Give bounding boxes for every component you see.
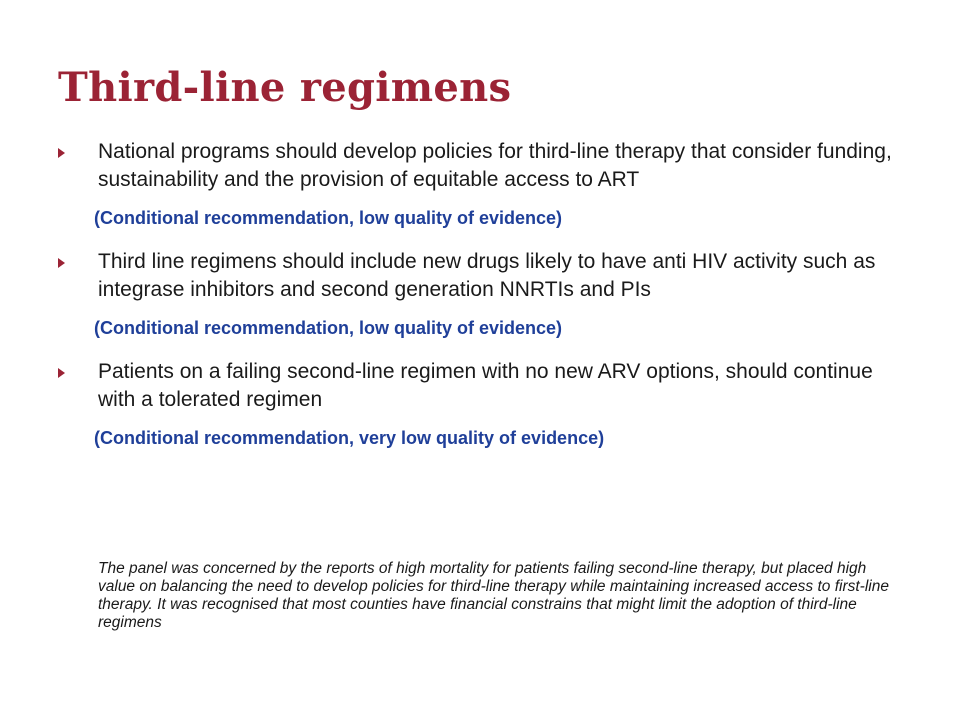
bullet-text: National programs should develop policies for third-line therapy that consider funding, sustainability and the provision of equitable access to ART (98, 140, 892, 191)
bullet-list (58, 138, 908, 450)
bullet-text: Third line regimens should include new drugs likely to have anti HIV activity such as integrase inhibitors and second generation NNRTIs and PIs (98, 250, 876, 301)
panel-note: The panel was concerned by the reports of high mortality for patients failing second-line therapy, but placed high value on balancing the need to develop policies for third-line therapy while maintaining increased access to first-line therapy. It was recognised that most counties have financial constrains that might limit the adoption of third-line regimens (98, 560, 889, 631)
recommendation-note: (Conditional recommendation, low quality of evidence) (94, 318, 563, 338)
slide-title: Third-line regimens (58, 64, 512, 111)
recommendation-note: (Conditional recommendation, very low quality of evidence) (94, 428, 605, 448)
recommendation-note: (Conditional recommendation, low quality of evidence) (94, 208, 563, 228)
bullet-item (58, 138, 908, 194)
bullet-item (58, 358, 908, 414)
bullet-item (58, 248, 908, 304)
triangle-bullet-icon (58, 258, 65, 268)
bullet-text: Patients on a failing second-line regimen with no new ARV options, should continue with a tolerated regimen (98, 360, 873, 411)
triangle-bullet-icon (58, 368, 65, 378)
triangle-bullet-icon (58, 148, 65, 158)
